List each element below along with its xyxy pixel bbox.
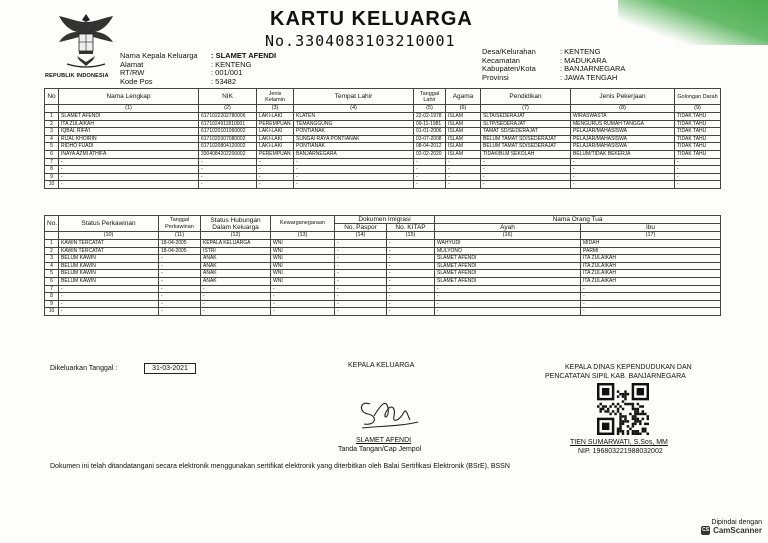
table-cell: - xyxy=(435,293,581,301)
watermark-line: Dipindai dengan xyxy=(711,519,762,526)
table-cell: - xyxy=(199,166,257,174)
table-cell: 22-02-1978 xyxy=(414,113,446,121)
column-header: Tanggal Perkawinan xyxy=(159,216,201,232)
table-cell: - xyxy=(59,285,159,293)
table-cell: - xyxy=(59,181,199,189)
qr-code-icon xyxy=(592,383,654,435)
table-cell: - xyxy=(257,173,294,181)
dinas-official-nip: NIP. 196803221988032002 xyxy=(578,448,663,455)
table-row xyxy=(45,240,721,248)
family-status-table xyxy=(44,215,721,316)
info-label: Alamat xyxy=(120,59,144,69)
table-cell: - xyxy=(387,293,435,301)
table-cell: 6171020307080002 xyxy=(199,135,257,143)
table-cell: - xyxy=(294,173,414,181)
table-cell: TIDAK TAHU xyxy=(675,128,721,136)
table-cell: - xyxy=(335,300,387,308)
table-header-row xyxy=(45,89,721,105)
table-cell: TIDAK TAHU xyxy=(675,135,721,143)
table-cell: - xyxy=(159,308,201,316)
table-row xyxy=(45,120,721,128)
table-cell: - xyxy=(335,270,387,278)
table-cell: BELUM/TIDAK BEKERJA xyxy=(571,150,675,158)
info-label: Kecamatan xyxy=(482,55,520,65)
table-cell: ANAK xyxy=(201,262,271,270)
electronic-signature-note: Dokumen ini telah ditandatangani secara elektronik menggunakan sertifikat elektronik yang diterbitkan oleh Balai Sertifikasi Elektronik (BSrE), BSSN xyxy=(50,463,510,470)
table-cell: - xyxy=(387,300,435,308)
table-cell: - xyxy=(271,293,335,301)
info-label: Kabupaten/Kota xyxy=(482,64,536,73)
column-number xyxy=(45,105,59,113)
table-cell: - xyxy=(387,247,435,255)
table-cell: - xyxy=(581,293,721,301)
table-cell: PEREMPUAN xyxy=(257,120,294,128)
column-number: (12) xyxy=(201,232,271,240)
issued-date: 31-03-2021 xyxy=(144,363,196,374)
table-cell: SUNGAI RAYA PONTIANAK xyxy=(294,135,414,143)
table-cell: - xyxy=(335,255,387,263)
table-cell: LAKI-LAKI xyxy=(257,135,294,143)
table-cell: SLAMET AFENDI xyxy=(59,113,199,121)
emblem-caption: REPUBLIK INDONESIA xyxy=(45,73,109,79)
info-value: : KENTENG xyxy=(211,59,252,69)
table-cell: - xyxy=(675,158,721,166)
left-info-block xyxy=(120,52,276,86)
table-cell: - xyxy=(271,285,335,293)
table-cell: 09-11-1981 xyxy=(414,120,446,128)
table-cell: TIDAK TAHU xyxy=(675,143,721,151)
column-header: Status Perkawinan xyxy=(59,216,159,232)
table-cell: WNI xyxy=(271,255,335,263)
table-cell: - xyxy=(675,166,721,174)
column-number: (8) xyxy=(571,105,675,113)
table-cell: WNI xyxy=(271,240,335,248)
column-number: (14) xyxy=(335,232,387,240)
table-cell: - xyxy=(159,255,201,263)
table-cell: PELAJAR/MAHASISWA xyxy=(571,135,675,143)
table-cell: TEMANGGUNG xyxy=(294,120,414,128)
table-cell: - xyxy=(271,300,335,308)
table-cell: 10 xyxy=(45,308,59,316)
table-cell: WNI xyxy=(271,277,335,285)
column-number: (4) xyxy=(294,105,414,113)
table-cell: - xyxy=(294,166,414,174)
table-cell: RIJAL KHOIRIN xyxy=(59,135,199,143)
table-cell: - xyxy=(199,158,257,166)
table-cell: 02-02-2020 xyxy=(414,150,446,158)
table-cell: - xyxy=(414,166,446,174)
column-number: (11) xyxy=(159,232,201,240)
column-header: Status Hubungan Dalam Keluarga xyxy=(201,216,271,232)
table-cell: ITA ZULAIKAH xyxy=(581,277,721,285)
signature-image xyxy=(352,386,422,431)
table-cell: 3304084202200002 xyxy=(199,150,257,158)
table-row xyxy=(45,308,721,316)
table-cell: MIDAH xyxy=(581,240,721,248)
table-cell: WAHYUDI xyxy=(435,240,581,248)
table-cell: WIRASWASTA xyxy=(571,113,675,121)
table-cell: RIDHO FUADI xyxy=(59,143,199,151)
table-row xyxy=(45,285,721,293)
table-row xyxy=(45,181,721,189)
table-cell: LAKI-LAKI xyxy=(257,113,294,121)
table-cell: 7 xyxy=(45,158,59,166)
table-cell: SLAMET AFENDI xyxy=(435,270,581,278)
column-number: (15) xyxy=(387,232,435,240)
table-cell: ISLAM xyxy=(446,113,481,121)
table-cell: SLAMET AFENDI xyxy=(435,277,581,285)
table-cell: KAWIN TERCATAT xyxy=(59,240,159,248)
table-cell: LAKI-LAKI xyxy=(257,128,294,136)
table-cell: PARMI xyxy=(581,247,721,255)
table-cell: - xyxy=(335,277,387,285)
table-cell: - xyxy=(481,181,571,189)
table-cell: ISTRI xyxy=(201,247,271,255)
table-cell: - xyxy=(335,308,387,316)
table-cell: SLAMET AFENDI xyxy=(435,255,581,263)
table-cell: - xyxy=(675,173,721,181)
table-cell: ANAK xyxy=(201,255,271,263)
table-cell: 5 xyxy=(45,270,59,278)
table-cell: 18-04-2005 xyxy=(159,247,201,255)
table-cell: - xyxy=(387,262,435,270)
camscanner-watermark xyxy=(701,519,762,535)
kepala-keluarga-caption: Tanda Tangan/Cap Jempol xyxy=(338,446,422,453)
table-cell: BELUM KAWIN xyxy=(59,262,159,270)
table-cell: 3 xyxy=(45,255,59,263)
table-cell: - xyxy=(271,308,335,316)
table-cell: KLATEN xyxy=(294,113,414,121)
scan-corner-shade xyxy=(618,0,768,45)
column-number xyxy=(45,232,59,240)
column-number: (10) xyxy=(59,232,159,240)
table-cell: - xyxy=(201,300,271,308)
table-cell: - xyxy=(435,308,581,316)
column-number-row xyxy=(45,105,721,113)
column-header: Tanggal Lahir xyxy=(414,89,446,105)
table-cell: PONTIANAK xyxy=(294,143,414,151)
table-cell: 6 xyxy=(45,277,59,285)
table-cell: 6171020804120002 xyxy=(199,143,257,151)
info-value: : MADUKARA xyxy=(560,55,607,65)
table-cell: 7 xyxy=(45,285,59,293)
table-cell: - xyxy=(446,173,481,181)
table-cell: - xyxy=(387,255,435,263)
table-cell: - xyxy=(335,247,387,255)
column-header: No xyxy=(45,89,59,105)
garuda-emblem-icon xyxy=(55,10,117,72)
dinas-title-line-1: KEPALA DINAS KEPENDUDUKAN DAN xyxy=(565,364,692,371)
info-value: : JAWA TENGAH xyxy=(560,72,618,82)
table-cell: - xyxy=(199,181,257,189)
camscanner-logo-icon: CS xyxy=(702,527,710,533)
table-cell: - xyxy=(59,293,159,301)
issued-label: Dikeluarkan Tanggal : xyxy=(50,365,118,372)
table-cell: - xyxy=(159,293,201,301)
column-header: Golongan Darah xyxy=(675,89,721,105)
table-cell: 1 xyxy=(45,113,59,121)
table-cell: - xyxy=(257,158,294,166)
table-row xyxy=(45,113,721,121)
table-cell: KAWIN TERCATAT xyxy=(59,247,159,255)
table-cell: WNI xyxy=(271,247,335,255)
table-cell: 2 xyxy=(45,120,59,128)
table-cell: 6171024911810001 xyxy=(199,120,257,128)
table-row xyxy=(45,135,721,143)
table-cell: - xyxy=(387,308,435,316)
table-cell: KEPALA KELUARGA xyxy=(201,240,271,248)
table-cell: 08-04-2012 xyxy=(414,143,446,151)
table-cell: 2 xyxy=(45,247,59,255)
table-cell: - xyxy=(387,285,435,293)
column-number: (2) xyxy=(199,105,257,113)
table-cell: - xyxy=(435,300,581,308)
table-cell: ISLAM xyxy=(446,135,481,143)
column-number: (17) xyxy=(581,232,721,240)
table-cell: - xyxy=(581,285,721,293)
table-cell: - xyxy=(199,173,257,181)
table-cell: ANAK xyxy=(201,277,271,285)
table-cell: - xyxy=(257,181,294,189)
table-cell: - xyxy=(59,308,159,316)
table-cell: - xyxy=(571,158,675,166)
info-value: : 53482 xyxy=(211,76,237,86)
column-number: (16) xyxy=(435,232,581,240)
table-row xyxy=(45,247,721,255)
table-cell: 5 xyxy=(45,143,59,151)
column-header: No. Paspor xyxy=(335,224,387,232)
table-cell: - xyxy=(481,166,571,174)
column-header: Jenis Kelamin xyxy=(257,89,294,105)
table-cell: BANJARNEGARA xyxy=(294,150,414,158)
column-number: (9) xyxy=(675,105,721,113)
table-row xyxy=(45,173,721,181)
info-value: : 001/001 xyxy=(211,68,243,77)
table-cell: TIDAK TAHU xyxy=(675,120,721,128)
table-cell: - xyxy=(159,285,201,293)
table-cell: - xyxy=(159,277,201,285)
table-row xyxy=(45,262,721,270)
table-cell: ISLAM xyxy=(446,120,481,128)
table-cell: PONTIANAK xyxy=(294,128,414,136)
table-cell: ITA ZULAIKAH xyxy=(581,270,721,278)
table-row xyxy=(45,143,721,151)
column-number: (13) xyxy=(271,232,335,240)
table-cell: - xyxy=(571,173,675,181)
table-cell: 4 xyxy=(45,262,59,270)
right-info-block xyxy=(482,48,625,82)
table-cell: BELUM TAMAT SD/SEDERAJAT xyxy=(481,143,571,151)
table-cell: - xyxy=(201,308,271,316)
dinas-title-line-2: PENCATATAN SIPIL KAB. BANJARNEGARA xyxy=(545,373,686,380)
table-cell: - xyxy=(201,285,271,293)
table-cell: 6 xyxy=(45,150,59,158)
table-cell: - xyxy=(387,277,435,285)
table-cell: - xyxy=(387,240,435,248)
dinas-official-name: TIEN SUMARWATI, S.Sos, MM xyxy=(570,439,668,446)
table-cell: 18-04-2005 xyxy=(159,240,201,248)
column-header: Nama Orang Tua xyxy=(435,216,721,224)
table-cell: 10 xyxy=(45,181,59,189)
table-cell: ISLAM xyxy=(446,150,481,158)
table-cell: - xyxy=(201,293,271,301)
table-cell: - xyxy=(675,181,721,189)
column-number: (3) xyxy=(257,105,294,113)
table-cell: - xyxy=(257,166,294,174)
table-cell: TIDAK TAHU xyxy=(675,150,721,158)
table-cell: TAMAT SD/SEDERAJAT xyxy=(481,128,571,136)
table-cell: 6171020101060002 xyxy=(199,128,257,136)
column-header: Kewarganegaraan xyxy=(271,216,335,232)
table-cell: PEREMPUAN xyxy=(257,150,294,158)
table-cell: - xyxy=(414,158,446,166)
column-header: NIK xyxy=(199,89,257,105)
column-header: Nama Lengkap xyxy=(59,89,199,105)
info-value: : SLAMET AFENDI xyxy=(211,51,277,60)
table-cell: - xyxy=(335,293,387,301)
table-row xyxy=(45,255,721,263)
info-label: Nama Kepala Keluarga xyxy=(120,51,198,60)
table-cell: - xyxy=(387,270,435,278)
table-cell: - xyxy=(481,158,571,166)
table-cell: - xyxy=(59,158,199,166)
info-value: : KENTENG xyxy=(560,47,601,56)
watermark-brand xyxy=(701,526,762,535)
table-cell: MENGURUS RUMAH TANGGA xyxy=(571,120,675,128)
table-cell: PELAJAR/MAHASISWA xyxy=(571,143,675,151)
column-header: No. xyxy=(45,216,59,232)
table-cell: - xyxy=(294,181,414,189)
table-row xyxy=(45,300,721,308)
column-header: Pendidikan xyxy=(481,89,571,105)
column-header: Ayah xyxy=(435,224,581,232)
table-cell: BELUM KAWIN xyxy=(59,270,159,278)
table-cell: 1 xyxy=(45,240,59,248)
table-cell: 9 xyxy=(45,300,59,308)
table-cell: - xyxy=(571,166,675,174)
table-cell: - xyxy=(571,181,675,189)
table-cell: - xyxy=(446,158,481,166)
table-cell: LAKI-LAKI xyxy=(257,143,294,151)
table-cell: TIDAK/BLM SEKOLAH xyxy=(481,150,571,158)
column-number: (7) xyxy=(481,105,571,113)
table-row xyxy=(45,293,721,301)
table-cell: SLTA/SEDERAJAT xyxy=(481,113,571,121)
table-cell: 3 xyxy=(45,128,59,136)
table-cell: INAYA AZMI ATHIFA xyxy=(59,150,199,158)
table-cell: ITA ZULAIKAH xyxy=(59,120,199,128)
column-number: (5) xyxy=(414,105,446,113)
table-cell: BELUM TAMAT SD/SEDERAJAT xyxy=(481,135,571,143)
table-cell: MULYONO xyxy=(435,247,581,255)
table-cell: ITA ZULAIKAH xyxy=(581,262,721,270)
table-row xyxy=(45,150,721,158)
column-header: Jenis Pekerjaan xyxy=(571,89,675,105)
table-cell: ANAK xyxy=(201,270,271,278)
column-number-row xyxy=(45,232,721,240)
column-header: Tempat Lahir xyxy=(294,89,414,105)
table-cell: - xyxy=(446,166,481,174)
column-header: Agama xyxy=(446,89,481,105)
table-cell: - xyxy=(335,262,387,270)
column-header: Ibu xyxy=(581,224,721,232)
table-row xyxy=(45,270,721,278)
table-cell: BELUM KAWIN xyxy=(59,277,159,285)
table-cell: - xyxy=(159,270,201,278)
table-cell: - xyxy=(159,300,201,308)
table-cell: - xyxy=(159,262,201,270)
table-cell: ISLAM xyxy=(446,143,481,151)
kepala-keluarga-title: KEPALA KELUARGA xyxy=(348,362,415,369)
table-cell: - xyxy=(335,285,387,293)
info-value: : BANJARNEGARA xyxy=(560,64,626,73)
table-row xyxy=(45,277,721,285)
table-header-row xyxy=(45,216,721,224)
table-cell: - xyxy=(581,300,721,308)
table-cell: BELUM KAWIN xyxy=(59,255,159,263)
table-cell: WNI xyxy=(271,262,335,270)
table-cell: - xyxy=(581,308,721,316)
info-label: RT/RW xyxy=(120,68,145,77)
column-header: No. KITAP xyxy=(387,224,435,232)
info-label: Provinsi xyxy=(482,72,509,82)
table-row xyxy=(45,166,721,174)
table-cell: 01-01-2006 xyxy=(414,128,446,136)
table-cell: SLAMET AFENDI xyxy=(435,262,581,270)
table-cell: 8 xyxy=(45,293,59,301)
table-cell: WNI xyxy=(271,270,335,278)
document-title: KARTU KELUARGA xyxy=(270,8,473,30)
table-cell: - xyxy=(414,173,446,181)
column-header: Dokumen Imigrasi xyxy=(335,216,435,224)
table-cell: 03-07-2008 xyxy=(414,135,446,143)
table-cell: 8 xyxy=(45,166,59,174)
table-row xyxy=(45,128,721,136)
watermark-brand-name: CamScanner xyxy=(713,526,762,535)
document-number: No.3304083103210001 xyxy=(265,32,456,50)
table-cell: SLTP/SEDERAJAT xyxy=(481,120,571,128)
table-cell: 4 xyxy=(45,135,59,143)
table-cell: - xyxy=(294,158,414,166)
table-cell: 9 xyxy=(45,173,59,181)
table-row xyxy=(45,158,721,166)
table-cell: 6171022202780006 xyxy=(199,113,257,121)
table-cell: - xyxy=(435,285,581,293)
table-cell: - xyxy=(481,173,571,181)
table-cell: ITA ZULAIKAH xyxy=(581,255,721,263)
table-cell: PELAJAR/MAHASISWA xyxy=(571,128,675,136)
table-cell: - xyxy=(59,173,199,181)
column-number: (1) xyxy=(59,105,199,113)
table-cell: - xyxy=(335,240,387,248)
family-members-table xyxy=(44,88,721,189)
table-cell: IQBAL RIFA'I xyxy=(59,128,199,136)
table-cell: ISLAM xyxy=(446,128,481,136)
kepala-keluarga-name: SLAMET AFENDI xyxy=(356,437,412,444)
info-label: Kode Pos xyxy=(120,76,153,86)
info-label: Desa/Kelurahan xyxy=(482,47,536,56)
table-cell: - xyxy=(414,181,446,189)
table-cell: - xyxy=(59,300,159,308)
table-cell: - xyxy=(446,181,481,189)
column-number: (6) xyxy=(446,105,481,113)
table-cell: TIDAK TAHU xyxy=(675,113,721,121)
table-cell: - xyxy=(59,166,199,174)
